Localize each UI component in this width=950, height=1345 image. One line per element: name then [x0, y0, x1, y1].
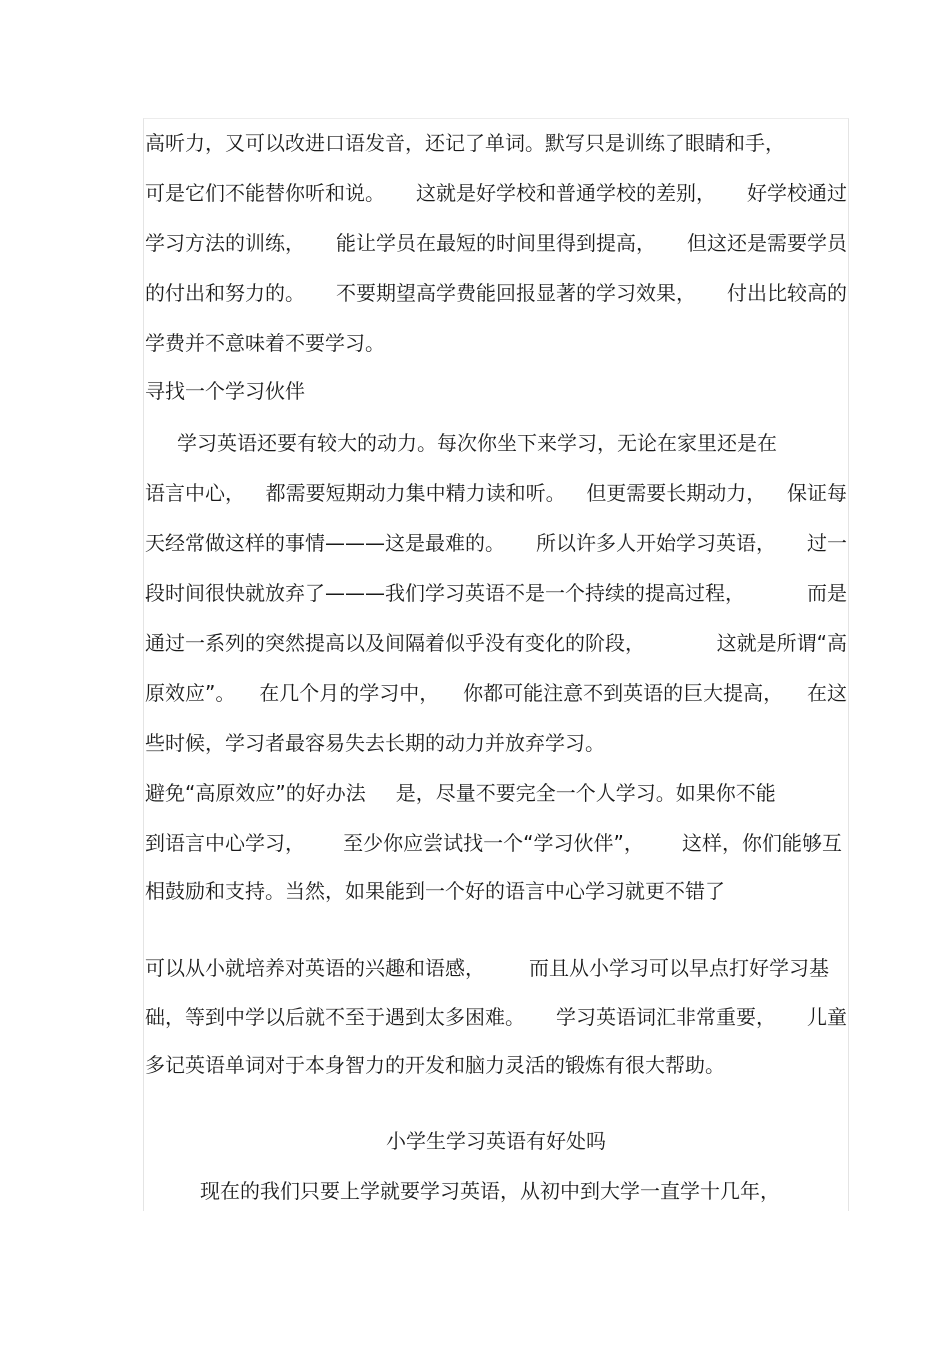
- p2-line3: [145, 530, 847, 556]
- p2-line6-seg1: 原效应”。: [145, 681, 236, 705]
- p3-line2-seg3: 这样，你们能够互: [681, 831, 842, 855]
- p4-line1-seg2: 而且从小学习可以早点打好学习基: [529, 956, 829, 980]
- p1-line3: [145, 230, 847, 256]
- section-title: 小学生学习英语有好处吗: [386, 1129, 606, 1153]
- p2-line4: [145, 580, 847, 606]
- p3-line1: [145, 780, 820, 806]
- p2-line2: [145, 480, 847, 506]
- p1-line5: 学费并不意味着不要学习。: [145, 331, 385, 355]
- p1-line3-seg3: 但这还是需要学员: [687, 231, 847, 255]
- p2-line1: 学习英语还要有较大的动力。每次你坐下来学习，无论在家里还是在: [177, 431, 777, 455]
- p2-line6: [145, 680, 847, 706]
- p4-line3: 多记英语单词对于本身智力的开发和脑力灵活的锻炼有很大帮助。: [145, 1053, 725, 1077]
- p3-line3: 相鼓励和支持。当然，如果能到一个好的语言中心学习就更不错了: [145, 879, 725, 903]
- p2-line5: [145, 630, 847, 656]
- heading-study-partner: 寻找一个学习伙伴: [145, 379, 305, 403]
- p3-line1-seg2: 是，尽量不要完全一个人学习。如果你不能: [395, 781, 776, 805]
- p2-line2-seg1: 语言中心，: [145, 481, 245, 505]
- p2-line2-seg2: 都需要短期动力集中精力读和听。: [265, 481, 566, 505]
- p2-line4-seg2: 而是: [807, 581, 847, 605]
- p2-line5-seg1: 通过一系列的突然提高以及间隔着似乎没有变化的阶段，: [145, 631, 645, 655]
- p3-line2-seg2: 至少你应尝试找一个“学习伙伴”，: [343, 831, 644, 855]
- p2-line4-seg1: 段时间很快就放弃了———我们学习英语不是一个持续的提高过程，: [145, 581, 745, 605]
- p2-line3-seg3: 过一: [807, 531, 847, 555]
- p4-line2-seg2: 学习英语词汇非常重要，: [556, 1005, 776, 1029]
- p1-line2-seg2: 这就是好学校和普通学校的差别，: [416, 181, 716, 205]
- p4-line2: [145, 1004, 847, 1030]
- p1-line1: 高听力，又可以改进口语发音，还记了单词。默写只是训练了眼睛和手，: [145, 131, 785, 155]
- p2-line5-seg2: 这就是所谓“高: [716, 631, 847, 655]
- p2-line3-seg1: 天经常做这样的事情———这是最难的。: [145, 531, 505, 555]
- p1-line4-seg2: 不要期望高学费能回报显著的学习效果，: [336, 281, 696, 305]
- p1-line3-seg1: 学习方法的训练，: [145, 231, 305, 255]
- p1-line2: [145, 180, 847, 206]
- p2-line2-seg3: 但更需要长期动力，: [586, 481, 767, 505]
- p1-line2-seg3: 好学校通过: [747, 181, 847, 205]
- p4-line2-seg1: 础，等到中学以后就不至于遇到太多困难。: [145, 1005, 525, 1029]
- p2-line2-seg4: 保证每: [786, 481, 847, 505]
- p1-line4-seg1: 的付出和努力的。: [145, 281, 305, 305]
- p4-line2-seg3: 儿童: [807, 1005, 847, 1029]
- p1-line4-seg3: 付出比较高的: [727, 281, 847, 305]
- p4-line1: [145, 955, 829, 981]
- p3-line1-seg1: 避免“高原效应”的好办法: [145, 781, 366, 805]
- p2-line6-seg3: 你都可能注意不到英语的巨大提高，: [463, 681, 784, 705]
- p2-line7: 些时候，学习者最容易失去长期的动力并放弃学习。: [145, 731, 605, 755]
- p2-line6-seg4: 在这: [807, 681, 847, 705]
- p2-line6-seg2: 在几个月的学习中，: [259, 681, 440, 705]
- p1-line2-seg1: 可是它们不能替你听和说。: [145, 181, 385, 205]
- p3-line2: [145, 830, 842, 856]
- p3-line2-seg1: 到语言中心学习，: [145, 831, 305, 855]
- p1-line3-seg2: 能让学员在最短的时间里得到提高，: [336, 231, 656, 255]
- p4-line1-seg1: 可以从小就培养对英语的兴趣和语感，: [145, 956, 485, 980]
- p5-line1: 现在的我们只要上学就要学习英语，从初中到大学一直学十几年，: [200, 1179, 780, 1203]
- p2-line3-seg2: 所以许多人开始学习英语，: [536, 531, 776, 555]
- p1-line4: [145, 280, 847, 306]
